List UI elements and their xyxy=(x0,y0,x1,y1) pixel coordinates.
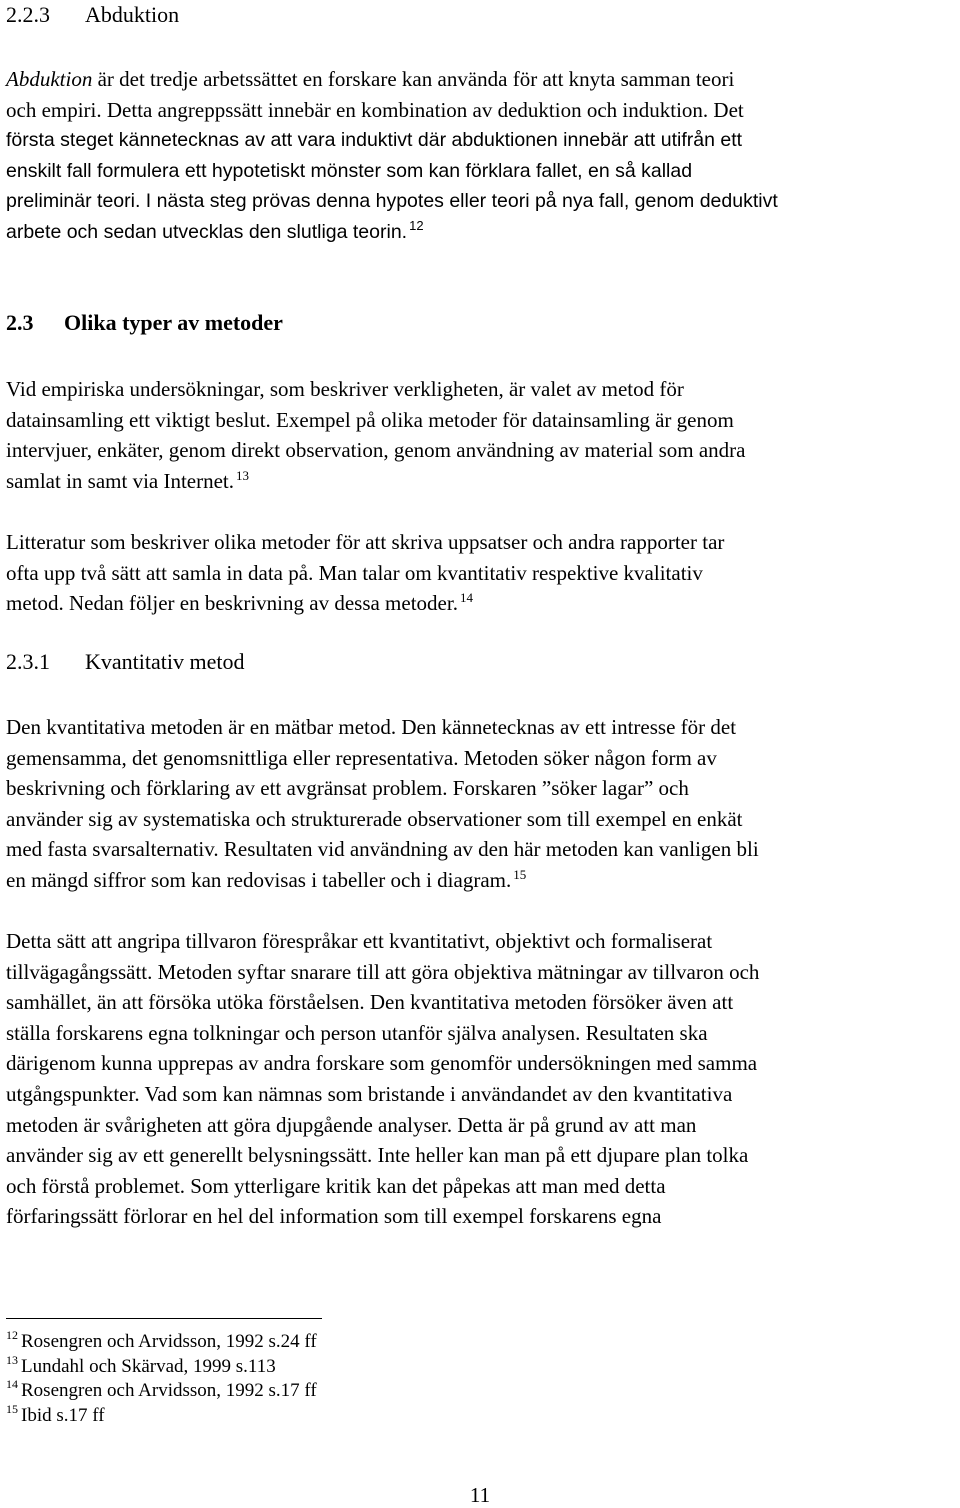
heading-olika-typer xyxy=(6,309,283,337)
text-line: Vid empiriska undersökningar, som beskriver verkligheten, är valet av metod för xyxy=(6,377,684,401)
paragraph-kvantitativ-1 xyxy=(6,712,956,896)
heading-title: Kvantitativ metod xyxy=(85,649,245,674)
text-line: Detta sätt att angripa tillvaron förespråkar ett kvantitativt, objektivt och formaliserat xyxy=(6,929,713,953)
footnote-13: $^{13}$ Lundahl och Skärvad, 1999 s.113 xyxy=(6,1352,276,1377)
text-line: samlat in samt via Internet. $^{13}$ xyxy=(6,467,250,493)
text-line: tillvägagångssätt. Metoden syftar snarare till att göra objektiva mätningar av tillvaron och xyxy=(6,959,760,984)
footnote-14: $^{14}$ Rosengren och Arvidsson, 1992 s.17 ff xyxy=(6,1377,317,1401)
text-line: arbete och sedan utvecklas den slutliga teorin. $^{12}$ xyxy=(6,217,424,243)
heading-abduktion xyxy=(6,1,179,29)
heading-title: Olika typer av metoder xyxy=(64,310,283,335)
page-number: 11 xyxy=(469,1483,491,1507)
text-line: använder sig av ett generellt belysningssätt. Inte heller kan man på ett djupare plan tolka xyxy=(6,1143,749,1168)
footnotes xyxy=(6,1330,317,1428)
paragraph-kvantitativ-2 xyxy=(6,926,956,1232)
text-line: Den kvantitativa metoden är en mätbar metod. Den kännetecknas av ett intresse för det xyxy=(6,715,737,739)
text-line: och förstå problemet. Som ytterligare kritik kan det påpekas att man med detta xyxy=(6,1173,666,1198)
text-line: ställa forskarens egna tolkningar och person utanför själva analysen. Resultaten ska xyxy=(6,1020,708,1045)
footnote-ref: 12 xyxy=(409,217,424,233)
text-line: Abduktion är det tredje arbetssättet en forskare kan använda för att knyta samman teori xyxy=(6,67,735,91)
heading-number: 2.2.3 xyxy=(6,2,50,27)
footnote-15: $^{15}$ Ibid s.17 ff xyxy=(6,1401,105,1426)
text-line: intervjuer, enkäter, genom direkt observation, genom användning av material som andra xyxy=(6,438,746,463)
text-line: Litteratur som beskriver olika metoder för att skriva uppsatser och andra rapporter tar xyxy=(6,530,725,554)
text-line: metoden är svårigheten att göra djupgående analyser. Detta är på grund av att man xyxy=(6,1112,697,1137)
text-line: och empiri. Detta angreppssätt innebär en kombination av deduktion och induktion. Det xyxy=(6,97,744,122)
text-line: använder sig av systematiska och strukturerade observationer som till exempel en enkät xyxy=(6,806,743,831)
heading-number: 2.3.1 xyxy=(6,649,50,674)
text-line: preliminär teori. I nästa steg prövas denna hypotes eller teori på nya fall, genom deduktivt xyxy=(6,190,778,213)
text-line: gemensamma, det genomsnittliga eller representativa. Metoden söker någon form av xyxy=(6,745,717,770)
text-line: ofta upp två sätt att samla in data på. Man talar om kvantitativ respektive kvalitativ xyxy=(6,560,703,585)
paragraph-metoder-2 xyxy=(6,527,956,619)
paragraph-metoder-1 xyxy=(6,374,956,496)
footnote-ref: 14 xyxy=(459,590,473,606)
heading-kvantitativ xyxy=(6,648,244,676)
text-line: beskrivning och förklaring av ett avgränsat problem. Forskaren ”söker lagar” och xyxy=(6,776,689,801)
text-line: enskilt fall formulera ett hypotetiskt mönster som kan förklara fallet, en så kallad xyxy=(6,159,693,182)
footnote-separator xyxy=(6,1318,322,1319)
text-line: första steget kännetecknas av att vara induktivt där abduktionen innebär att utifrån ett xyxy=(6,129,743,152)
footnote-12: $^{12}$ Rosengren och Arvidsson, 1992 s.24 ff xyxy=(6,1328,317,1352)
text-line: därigenom kunna upprepas av andra forskare som genomför undersökningen med samma xyxy=(6,1051,758,1076)
text-line: datainsamling ett viktigt beslut. Exempel på olika metoder för datainsamling är genom xyxy=(6,407,734,432)
paragraph-abduktion xyxy=(6,64,956,248)
text-line: en mängd siffror som kan redovisas i tabeller och i diagram. $^{15}$ xyxy=(6,866,527,892)
footnote-ref: 15 xyxy=(513,866,527,882)
lead-word: Abduktion xyxy=(6,67,93,91)
text-line: förfaringssätt förlorar en hel del information som till exempel forskarens egna xyxy=(6,1204,662,1229)
text-line: utgångspunkter. Vad som kan nämnas som bristande i användandet av den kvantitativa xyxy=(6,1081,733,1106)
text-line: samhället, än att försöka utöka förståelsen. Den kvantitativa metoden försöker även att xyxy=(6,990,734,1015)
text-line: metod. Nedan följer en beskrivning av dessa metoder. $^{14}$ xyxy=(6,590,473,616)
footnote-ref: 13 xyxy=(236,467,250,483)
text-line: med fasta svarsalternativ. Resultaten vid användning av den här metoden kan vanligen bli xyxy=(6,837,759,862)
heading-number: 2.3 xyxy=(6,310,34,335)
heading-title: Abduktion xyxy=(85,2,180,27)
